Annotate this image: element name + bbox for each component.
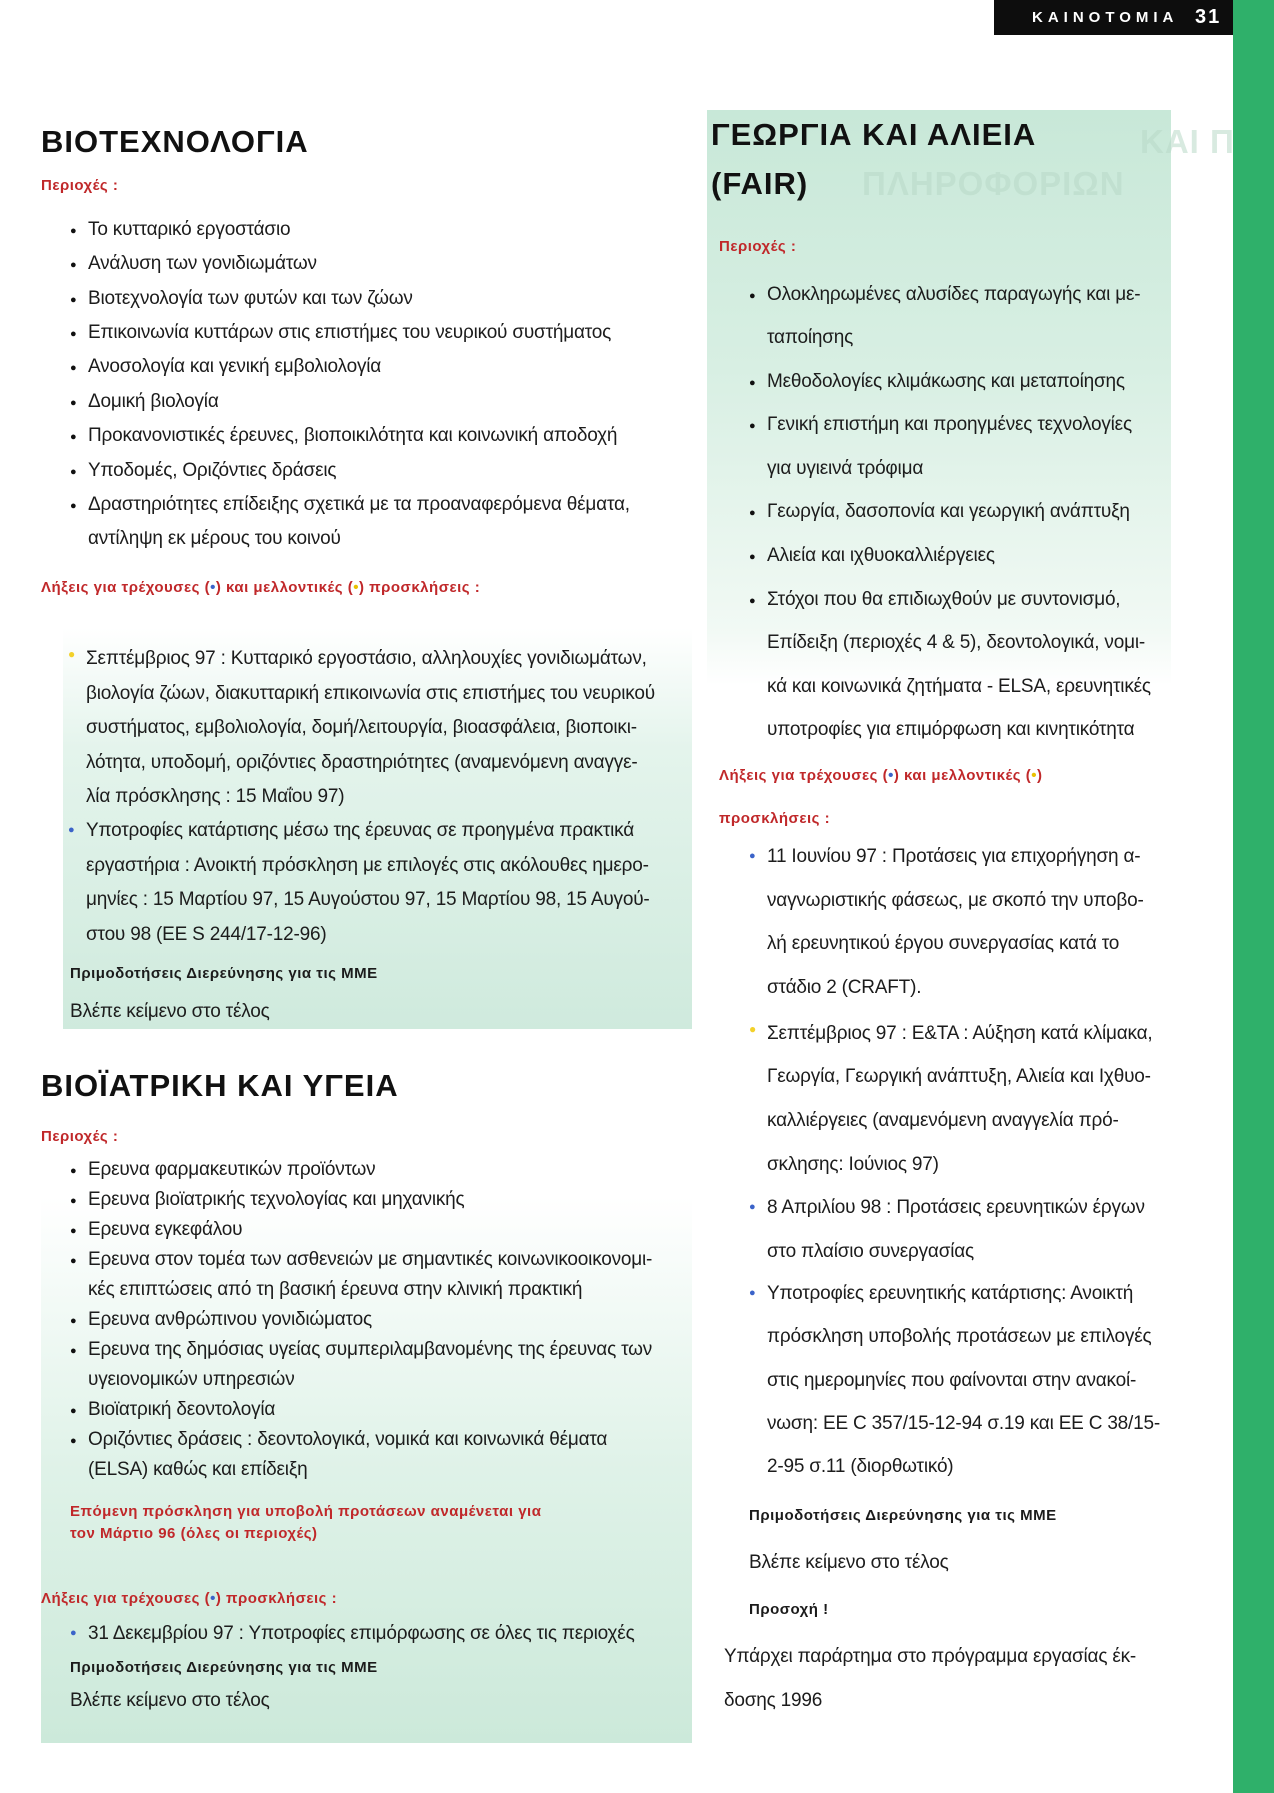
list-item: ● Προκανονιστικές έρευνες, βιοποικιλότητα και κοινωνική αποδοχή [88,425,617,447]
deadline-line: στου 98 (EE S 244/17-12-96) [86,924,327,945]
biomed-sme-label [70,1659,378,1676]
biomed-sme-text: Βλέπε κείμενο στο τέλος [70,1690,270,1711]
deadline-item: ● Σεπτέμβριος 97 : Ε&ΤΑ : Αύξηση κατά κλίμακα, [767,1023,1152,1045]
fair-note-label [749,1601,829,1618]
biomed-deadlines-label [41,1590,337,1607]
list-item: ● Οριζόντιες δράσεις : δεοντολογικά, νομικά και κοινωνικά θέματα [88,1429,607,1451]
deadline-line: στις ημερομηνίες που φαίνονται στην ανακοί- [767,1370,1137,1391]
biomed-next-call-line2: τον Μάρτιο 96 (όλες οι περιοχές) [70,1525,318,1542]
deadline-line: λία πρόσκλησης : 15 Μαΐου 97) [86,786,345,807]
list-item: ● Γεωργία, δασοπονία και γεωργική ανάπτυξη [767,501,1130,523]
biomed-areas-label: Περιοχές : [41,1128,119,1145]
list-item: ● Αλιεία και ιχθυοκαλλιέργειες [767,545,995,567]
list-item: ● Υποδομές, Οριζόντιες δράσεις [88,460,336,482]
list-item: ● Ερευνα στον τομέα των ασθενειών με σημαντικές κοινωνικοοικονομι- [88,1249,652,1271]
label-text: Προσοχή ! [749,1601,829,1618]
label-part: ) και μελλοντικές ( [215,579,354,596]
biotech-deadlines-label [41,579,480,596]
deadline-line: σκλησης: Ιούνιος 97) [767,1154,939,1175]
list-item-continuation: για υγιεινά τρόφιμα [767,458,924,479]
fair-note-line1: Υπάρχει παράρτημα στο πρόγραμμα εργασίας έκ- [724,1646,1137,1667]
deadline-line: εργαστήρια : Ανοικτή πρόσκληση με επιλογές στις ακόλουθες ημερο- [86,855,649,876]
list-item-continuation: (ELSA) καθώς και επίδειξη [88,1459,308,1480]
list-item: ● Το κυτταρικό εργοστάσιο [88,219,290,241]
list-item: ● Δομική βιολογία [88,391,219,413]
deadline-line: καλλιέργειες (αναμενόμενη αναγγελία πρό- [767,1110,1119,1131]
biomed-next-call-line1: Επόμενη πρόσκληση για υποβολή προτάσεων αναμένεται για [70,1503,542,1520]
biomed-title: ΒΙΟΪΑΤΡΙΚΗ ΚΑΙ ΥΓΕΙΑ [41,1068,399,1103]
fair-sme-label [749,1507,1057,1524]
list-item-continuation: ταποίησης [767,327,854,348]
deadline-line: Γεωργία, Γεωργική ανάπτυξη, Αλιεία και Ιχθυο- [767,1066,1151,1087]
deadline-item: ● Υποτροφίες ερευνητικής κατάρτισης: Ανοικτή [767,1283,1133,1305]
biotech-sme-text: Βλέπε κείμενο στο τέλος [70,1001,270,1022]
deadline-line: ναγνωριστικής φάσεως, με σκοπό την υποβο- [767,890,1144,911]
fair-title-line1: ΓΕΩΡΓΙΑ ΚΑΙ ΑΛΙΕΙΑ [711,117,1037,152]
list-item: ● Μεθοδολογίες κλιμάκωσης και μεταποίησης [767,371,1125,393]
list-item: ● Ανοσολογία και γενική εμβολιολογία [88,356,381,378]
list-item: ● Ερευνα ανθρώπινου γονιδιώματος [88,1309,372,1331]
deadline-item: ● 11 Ιουνίου 97 : Προτάσεις για επιχορήγηση α- [767,846,1140,868]
list-item-continuation: υγειονομικών υπηρεσιών [88,1369,295,1390]
running-header-title: ΚΑΙΝΟΤΟΜΙΑ [1032,9,1179,26]
deadline-line: στάδιο 2 (CRAFT). [767,977,922,998]
list-item: ● Στόχοι που θα επιδιωχθούν με συντονισμό, [767,589,1120,611]
deadline-line: συστήματος, εμβολιολογία, δομή/λειτουργία, βιοασφάλεια, βιοποικι- [86,717,637,738]
green-edge-stripe [1233,0,1274,1793]
deadline-line: λότητα, υποδομή, οριζόντιες δραστηριότητες (αναμενόμενη αναγγε- [86,752,638,773]
biotech-title: ΒΙΟΤΕΧΝΟΛΟΓΙΑ [41,124,309,159]
ghost-text-1: ΚΑΙ Π [1140,123,1235,160]
deadline-item: ● 31 Δεκεμβρίου 97 : Υποτροφίες επιμόρφωσης σε όλες τις περιοχές [88,1623,635,1645]
label-part: Λήξεις για τρέχουσες ( [719,767,889,784]
list-item-continuation: κές επιπτώσεις από τη βασική έρευνα στην κλινική πρακτική [88,1279,583,1300]
label-part: Λήξεις για τρέχουσες ( [41,579,211,596]
list-item: ● Δραστηριότητες επίδειξης σχετικά με τα προαναφερόμενα θέματα, [88,494,630,516]
list-item-continuation: κά και κοινωνικά ζητήματα - ELSA, ερευνητικές [767,676,1151,697]
future-marker: • [353,579,359,596]
list-item: ● Ερευνα εγκεφάλου [88,1219,242,1241]
deadline-item: ● Σεπτέμβριος 97 : Κυτταρικό εργοστάσιο, αλληλουχίες γονιδιωμάτων, [86,648,647,670]
deadline-line: πρόσκληση υποβολής προτάσεων με επιλογές [767,1326,1152,1347]
future-marker: • [1031,767,1037,784]
deadline-line: μηνίες : 15 Μαρτίου 97, 15 Αυγούστου 97, 15 Μαρτίου 98, 15 Αυγού- [86,889,650,910]
deadline-line: βιολογία ζώων, διακυτταρική επικοινωνία στις επιστήμες του νευρικού [86,683,655,704]
list-item-continuation: υποτροφίες για επιμόρφωση και κινητικότητα [767,719,1135,740]
list-item: ● Επικοινωνία κυττάρων στις επιστήμες του νευρικού συστήματος [88,322,611,344]
label-text: Πριμοδοτήσεις Διερεύνησης για τις ΜΜΕ [70,965,378,982]
label-part: ) προσκλήσεις : [215,1590,338,1607]
fair-note-line2: δοσης 1996 [724,1690,823,1711]
list-item-continuation: αντίληψη εκ μέρους του κοινού [88,528,341,549]
list-item: ● Γενική επιστήμη και προηγμένες τεχνολογίες [767,414,1132,436]
label-part: ) [1036,767,1043,784]
label-part: Λήξεις για τρέχουσες ( [41,1590,211,1607]
label-text: Πριμοδοτήσεις Διερεύνησης για τις ΜΜΕ [749,1507,1057,1524]
fair-title-line2: (FAIR) [711,166,809,201]
biotech-sme-label [70,965,378,982]
list-item: ● Βιοϊατρική δεοντολογία [88,1399,275,1421]
ghost-text-2: ΠΛΗΡΟΦΟΡΙΩΝ [862,165,1125,202]
label-part: ) και μελλοντικές ( [893,767,1032,784]
label-text: Πριμοδοτήσεις Διερεύνησης για τις ΜΜΕ [70,1659,378,1676]
fair-sme-text: Βλέπε κείμενο στο τέλος [749,1552,949,1573]
fair-deadlines-label [719,767,1042,784]
deadline-line: νωση: EE C 357/15-12-94 σ.19 και ΕΕ C 38/15- [767,1413,1160,1434]
current-marker: • [210,1590,216,1607]
deadline-line: 2-95 σ.11 (διορθωτικό) [767,1456,954,1477]
list-item: ● Ερευνα της δημόσιας υγείας συμπεριλαμβανομένης της έρευνας των [88,1339,652,1361]
deadline-line: στο πλαίσιο συνεργασίας [767,1241,974,1262]
list-item: ● Ερευνα φαρμακευτικών προϊόντων [88,1159,375,1181]
list-item: ● Ανάλυση των γονιδιωμάτων [88,253,317,275]
fair-areas-label: Περιοχές : [719,238,797,255]
current-marker: • [888,767,894,784]
list-item: ● Ερευνα βιοϊατρικής τεχνολογίας και μηχανικής [88,1189,465,1211]
deadline-item: ● 8 Απριλίου 98 : Προτάσεις ερευνητικών έργων [767,1197,1145,1219]
fair-deadlines-label-line2: προσκλήσεις : [719,810,831,827]
deadline-item: ● Υποτροφίες κατάρτισης μέσω της έρευνας σε προηγμένα πρακτικά [86,820,634,842]
label-part: ) προσκλήσεις : [358,579,481,596]
list-item: ● Ολοκληρωμένες αλυσίδες παραγωγής και με- [767,284,1140,306]
biotech-areas-label: Περιοχές : [41,177,119,194]
current-marker: • [210,579,216,596]
list-item-continuation: Επίδειξη (περιοχές 4 & 5), δεοντολογικά, νομι- [767,632,1145,653]
page-number: 31 [1195,6,1222,28]
deadline-line: λή ερευνητικού έργου συνεργασίας κατά το [767,933,1120,954]
list-item: ● Βιοτεχνολογία των φυτών και των ζώων [88,288,413,310]
